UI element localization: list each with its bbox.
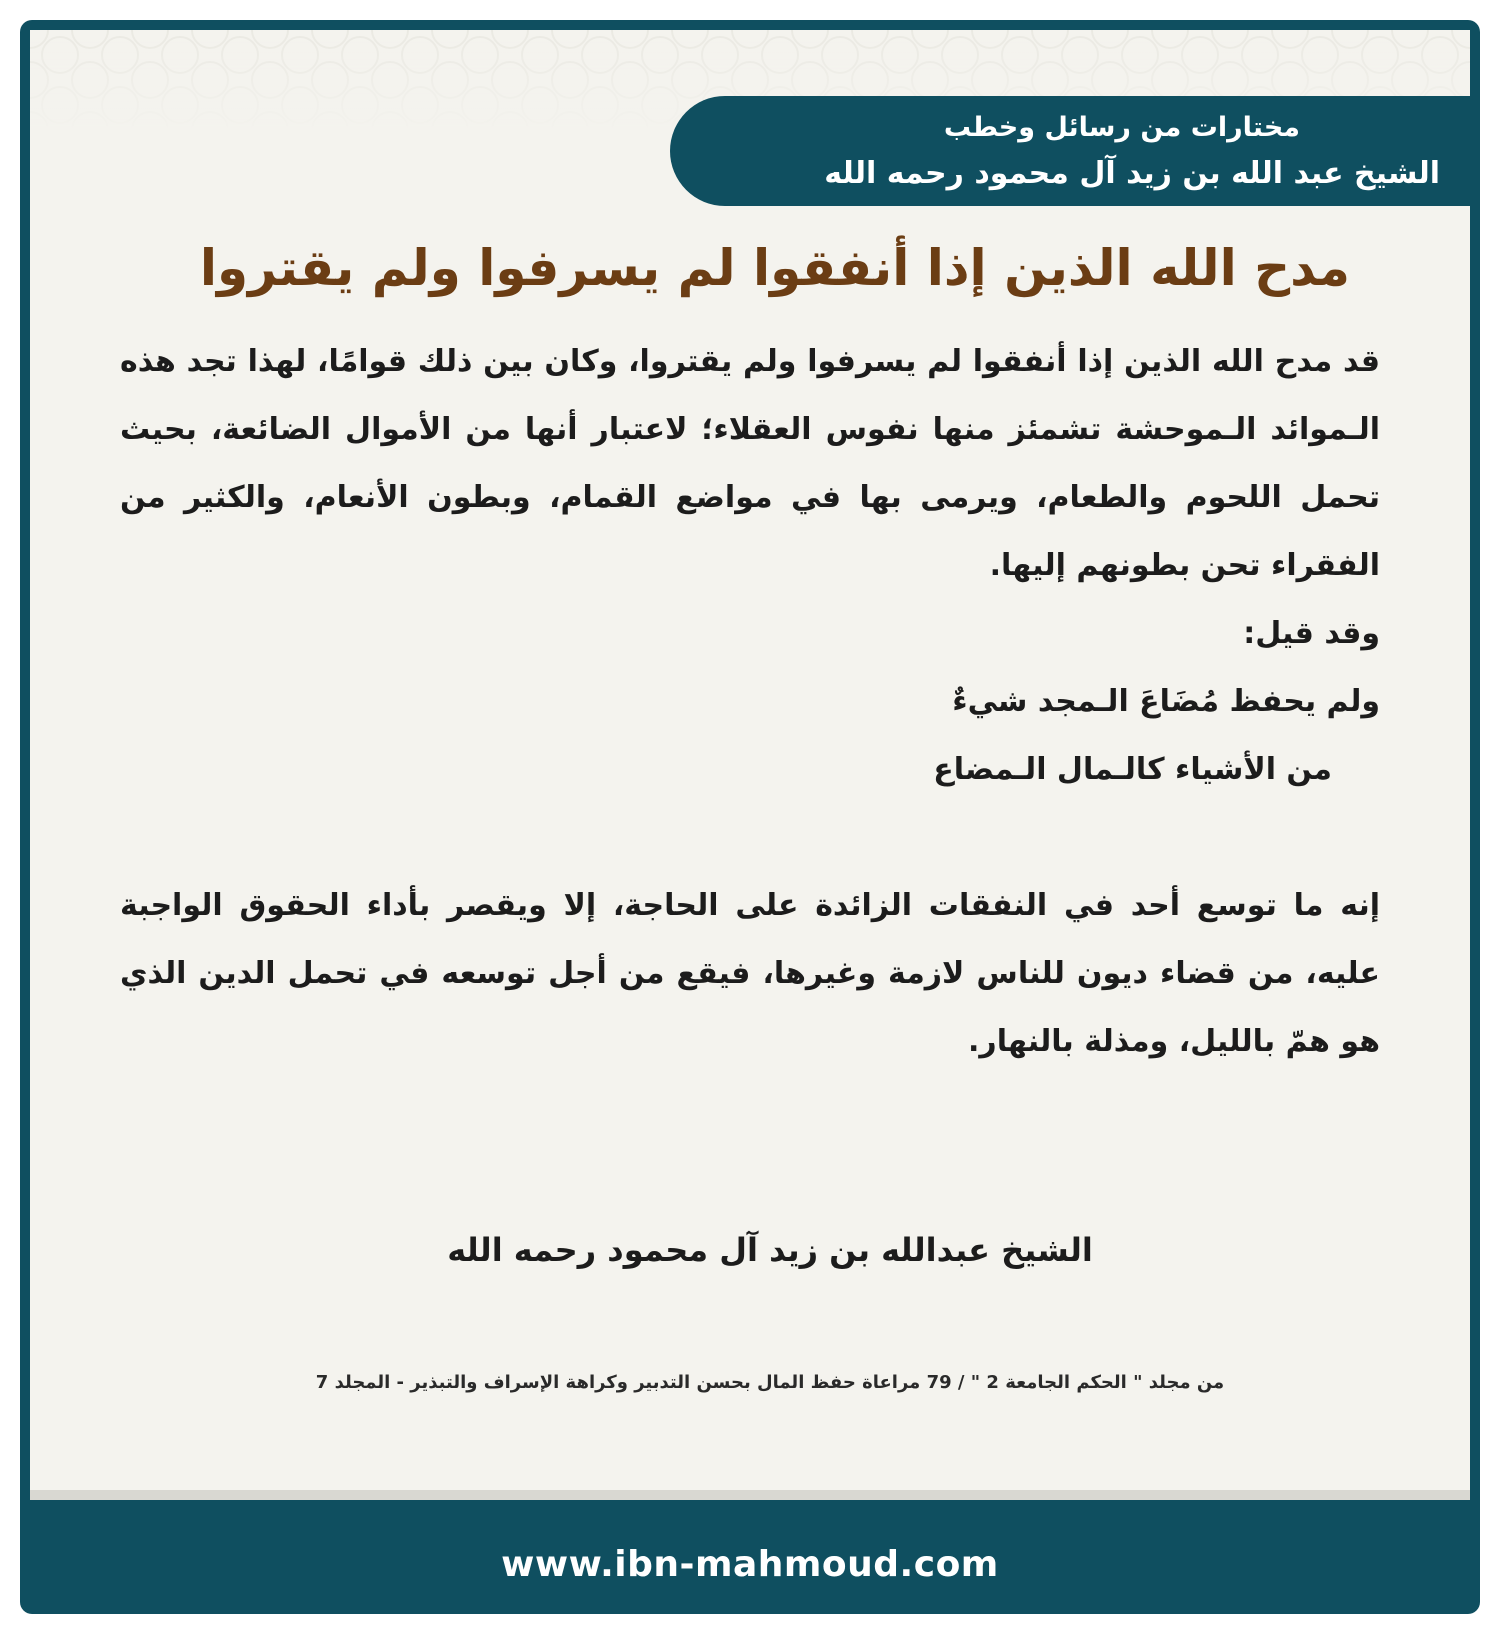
poem-verse-2: من الأشياء كالـمال الـمضاع — [933, 752, 1332, 787]
header-badge — [670, 96, 1470, 206]
panel-bottom-edge — [30, 1490, 1470, 1500]
spacer — [120, 804, 1380, 872]
header-author: الشيخ عبد الله بن زيد آل محمود رحمه الله — [824, 156, 1440, 191]
author-signature: الشيخ عبدالله بن زيد آل محمود رحمه الله — [447, 1231, 1093, 1269]
paragraph-1: قد مدح الله الذين إذا أنفقوا لم يسرفوا ولم يقتروا، وكان بين ذلك قوامًا، لهذا تجد هذه الـموائد الـموحشة تشمئز منها نفوس العقلاء؛ لاعتبار أنها من الأموال الضائعة، بحيث تحمل اللحوم والطعام، ويرمى بها في مواضع القمام، وبطون الأنعام، والكثير من الفقراء تحن بطونهم إليها. — [120, 344, 1380, 583]
quote-intro: وقد قيل: — [1243, 616, 1380, 651]
header-subtitle: مختارات من رسائل وخطب — [943, 112, 1300, 143]
source-citation: من مجلد " الحكم الجامعة 2 " / 79 مراعاة حفظ المال بحسن التدبير وكراهة الإسراف والتبذير - المجلد 7 — [315, 1372, 1225, 1393]
page-title: مدح الله الذين إذا أنفقوا لم يسرفوا ولم يقتروا — [199, 239, 1350, 297]
article-body — [120, 328, 1380, 1076]
content-panel — [30, 30, 1470, 1500]
paragraph-2: إنه ما توسع أحد في النفقات الزائدة على الحاجة، إلا ويقصر بأداء الحقوق الواجبة عليه، من قضاء ديون للناس لازمة وغيرها، فيقع من أجل توسعه في تحمل الدين الذي هو همّ بالليل، ومذلة بالنهار. — [120, 888, 1380, 1059]
poem-verse-1: ولم يحفظ مُضَاعَ الـمجد شيءٌ — [952, 684, 1380, 719]
website-link[interactable]: www.ibn-mahmoud.com — [501, 1544, 999, 1585]
outer-frame — [20, 20, 1480, 1614]
